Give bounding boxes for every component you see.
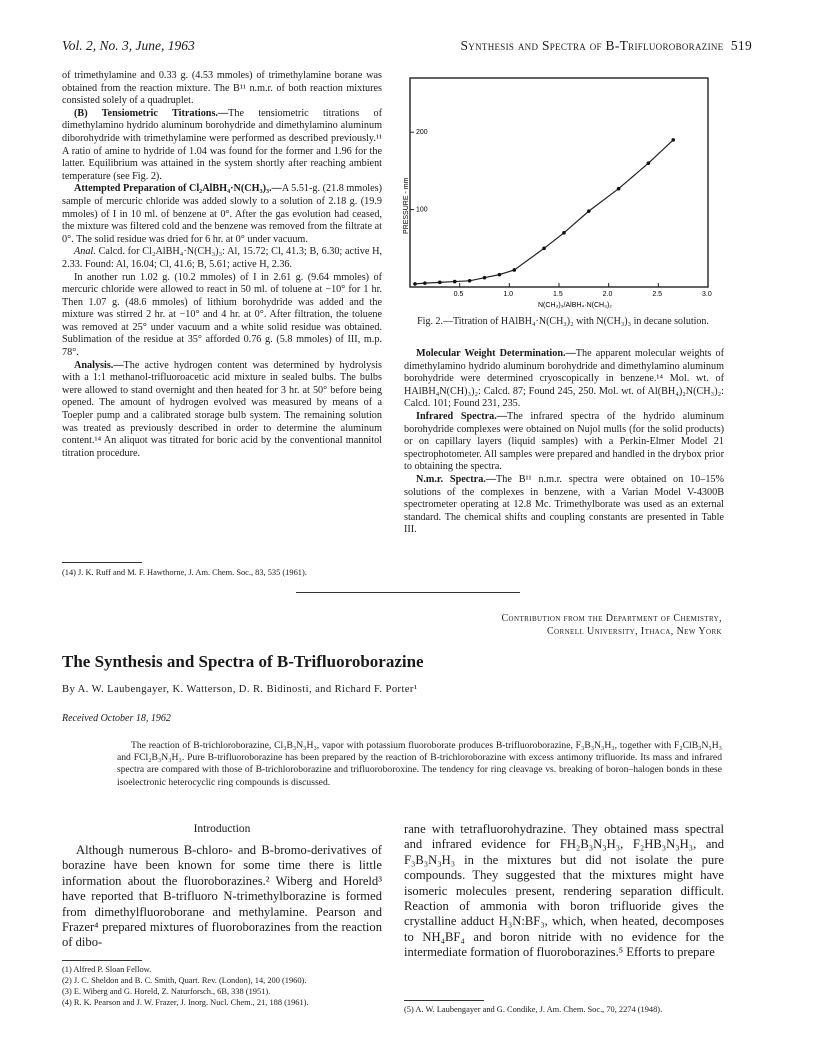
footnote-rule: [62, 960, 142, 961]
y-tick-label: 200: [416, 129, 428, 137]
data-point: [542, 246, 546, 250]
plot-frame: [410, 78, 708, 287]
data-point: [423, 281, 427, 285]
x-axis-label: N(CH₃)₃/AlBH₄·N(CH₃)₂: [538, 302, 613, 309]
data-point: [453, 280, 457, 284]
x-tick-label: 3.0: [702, 291, 712, 298]
figure-caption: Fig. 2.—Titration of HAlBH₄·N(CH₃)₂ with N(CH₃)₃ in decane solution.: [417, 316, 709, 327]
paragraph: of trimethylamine and 0.33 g. (4.53 mmoles) of trimethylamine borane was obtained from the reaction mixture. The B¹¹ n.m.r. of both reaction mixtures consisted solely of a quadruplet.: [62, 70, 382, 107]
paragraph: In another run 1.02 g. (10.2 mmoles) of I in 2.61 g. (9.64 mmoles) of mercuric chloride were allowed to react in 50 ml. of toluene at −10° for 1 hr. Then 1.07 g. (48.6 mmoles) of lithium borohydride was added and the mixture was stirred 2 hr. at −10° and 4 hr. at 0°. After filtration, the toluene was removed at 25° under vacuum and a white solid residue was obtained. Sublimation of the residue at 35° afforded 0.76 g. (5.8 mmoles) of III, m.p. 78°.: [62, 271, 382, 359]
right-column: [404, 348, 724, 537]
paragraph: (B) Tensiometric Titrations.—The tensiometric titrations of dimethylamino hydrido aluminum borohydride and dimethylamino aluminum diborohydride with trimethylamine were performed as described previously.¹¹ A ratio of amine to hydride of 1.04 was found for the former and 1.96 for the latter. Equilibrium was attained in the system shortly after reaching ambient temperature (see Fig. 2).: [62, 107, 382, 182]
intro-heading: Introduction: [193, 823, 251, 835]
x-tick-label: 1.5: [553, 291, 563, 298]
data-point: [562, 231, 566, 235]
figure-2-chart: [396, 74, 726, 314]
y-tick-label: 100: [416, 206, 428, 214]
received-date: Received October 18, 1962: [62, 713, 171, 724]
footnotes-right: (5) A. W. Laubengayer and G. Condike, J. Am. Chem. Soc., 70, 2274 (1948).: [404, 1005, 663, 1014]
running-header: [62, 38, 752, 58]
paragraph: Analysis.—The active hydrogen content was determined by hydrolysis with a 1:1 methanol-trifluoroacetic acid mixture in sealed bulbs. The bulbs were allowed to stand overnight and then heated for 3 hr. at 50° before being opened. The amount of hydrogen evolved was measured by means of a Toepler pump and a calibrated storage bulb system. The remaining solution was treated as previously described in order to determine the aluminum content.¹⁴ An aliquot was titrated for boric acid by the conventional mannitol titration procedure.: [62, 359, 382, 459]
intro-right: rane with tetrafluorohydrazine. They obtained mass spectral and infrared evidence for FH₂B₃N₃H₃, F₂HB₃N₃H₃, and F₃B₃N₃H₃ in the mixtures but did not isolate the pure compounds. They suggested that the mixtures might have isomeric molecules present, rendering separation difficult. Reaction of ammonia with boron trifluoride gives the crystalline adduct H₃N:BF₃, which, when heated, decomposes to NH₄BF₄ and boron nitride with no evidence for the intermediate formation of fluoroborazines.⁵ Efforts to prepare: [404, 822, 724, 960]
data-point: [647, 161, 651, 165]
running-title: Synthesis and Spectra of B-Trifluoroborazine: [460, 38, 724, 53]
journal-issue: Vol. 2, No. 3, June, 1963: [62, 38, 195, 53]
paragraph: Attempted Preparation of Cl₂AlBH₄·N(CH₃)₃.—A 5.51-g. (21.8 mmoles) sample of mercuric chloride was added slowly to a solution of 2.18 g. (19.9 mmoles) of I in 10 ml. of benzene at 0°. After the gas evolution had ceased, the mixture was filtered cold and the benzene was removed from the filtrate at 0°. The solid residue was dried for 6 hr. at 0° under vacuum.: [62, 183, 383, 245]
data-point: [513, 268, 517, 272]
intro-left: Although numerous B-chloro- and B-bromo-derivatives of borazine have been known for some time there is little information about the fluoroborazines.² Wiberg and Horeld³ have reported that B-trifluoro N-trimethylborazine is formed from dimethylfluoroborane and methylamine. Pearson and Frazer⁴ prepared mixtures of fluoroborazines from the reaction of dibo-: [62, 843, 382, 950]
page-number: 519: [730, 38, 752, 53]
data-point: [468, 279, 472, 283]
x-tick-label: 1.0: [503, 291, 514, 298]
article-authors: By A. W. Laubengayer, K. Watterson, D. R. Bidinosti, and Richard F. Porter¹: [62, 684, 418, 695]
data-point: [617, 187, 621, 191]
data-point: [587, 209, 591, 213]
paragraph: N.m.r. Spectra.—The B¹¹ n.m.r. spectra were obtained on 10–15% solutions of the complexes in benzene, with a Varian Model V-4300B spectrometer operating at 12.8 Mc. Trimethylborate was used as an external standard. The chemical shifts and coupling constants are presented in Table III.: [404, 473, 725, 536]
data-point: [498, 273, 502, 277]
article-separator: [296, 592, 520, 593]
footnote-rule: [62, 562, 142, 563]
paragraph: Anal. Calcd. for Cl₂AlBH₄·N(CH₃)₃: Al, 15.72; Cl, 41.3; B, 6.30; active H, 2.33. Found: Al, 16.04; Cl, 41.6; B, 5.61; active H, 2.36.: [62, 246, 383, 270]
paragraph: Infrared Spectra.—The infrared spectra of the hydrido aluminum borohydride complexes were obtained on Nujol mulls (for the solid products) or on capillary layers (liquid samples) with a Perkin-Elmer Model 21 spectrophotometer. All samples were prepared and handled in the drybox prior to obtaining the spectra.: [404, 410, 724, 473]
footnotes-left: (1) Alfred P. Sloan Fellow. (2) J. C. Sheldon and B. C. Smith, Quart. Rev. (London), 14, 200 (1960). (3) E. Wiberg and G. Horeld, Z. Naturforsch., 6B, 338 (1951). (4) R. K. Pearson and J. W. Frazer, J. Inorg. Nucl. Chem., 21, 188 (1961).: [62, 965, 309, 1007]
abstract: The reaction of B-trichloroborazine, Cl₃B₃N₃H₃, vapor with potassium fluoroborate produces B-trifluoroborazine, F₃B₃N₃H₃, together with F₂ClB₃N₃H₃ and FCl₂B₃N₃H₃. Pure B-trifluoroborazine has been prepared by the reaction of B-trichloroborazine with excess antimony trifluoride. Its mass and infrared spectra are compared with those of B-trichloroborazine and trifluoroboroxine. The tendency for ring cleavage vs. breaking of boron–halogen bonds in these isoelectronic heterocyclic ring compounds is discussed.: [117, 740, 722, 788]
contribution: Contribution from the Department of Chemistry, Cornell University, Ithaca, New York: [501, 613, 722, 637]
data-point: [483, 276, 487, 280]
y-axis-label: PRESSURE - mm: [403, 177, 410, 234]
footnote: (14) J. K. Ruff and M. F. Hawthorne, J. Am. Chem. Soc., 83, 535 (1961).: [62, 568, 307, 577]
left-column: [62, 70, 382, 460]
paragraph: Molecular Weight Determination.—The apparent molecular weights of dimethylamino hydrido aluminum borohydride and dimethylamino aluminum borohydride were determined cryoscopically in benzene.¹⁴ Mol. wt. of HAlBH₄N(CH)₃)₂: Calcd. 87; Found 245, 250. Mol. wt. of Al(BH₄)₂N(CH₃)₂: Calcd. 101; Found 231, 235.: [404, 348, 724, 410]
footnote-rule: [404, 1000, 484, 1001]
data-point: [413, 282, 417, 286]
data-point: [438, 281, 442, 285]
x-tick-label: 2.0: [602, 291, 613, 298]
data-point: [671, 138, 675, 142]
series-line: [415, 140, 673, 284]
x-tick-label: 2.5: [652, 291, 663, 298]
article-title: The Synthesis and Spectra of B-Trifluoroborazine: [62, 652, 424, 671]
x-tick-label: 0.5: [453, 291, 464, 298]
